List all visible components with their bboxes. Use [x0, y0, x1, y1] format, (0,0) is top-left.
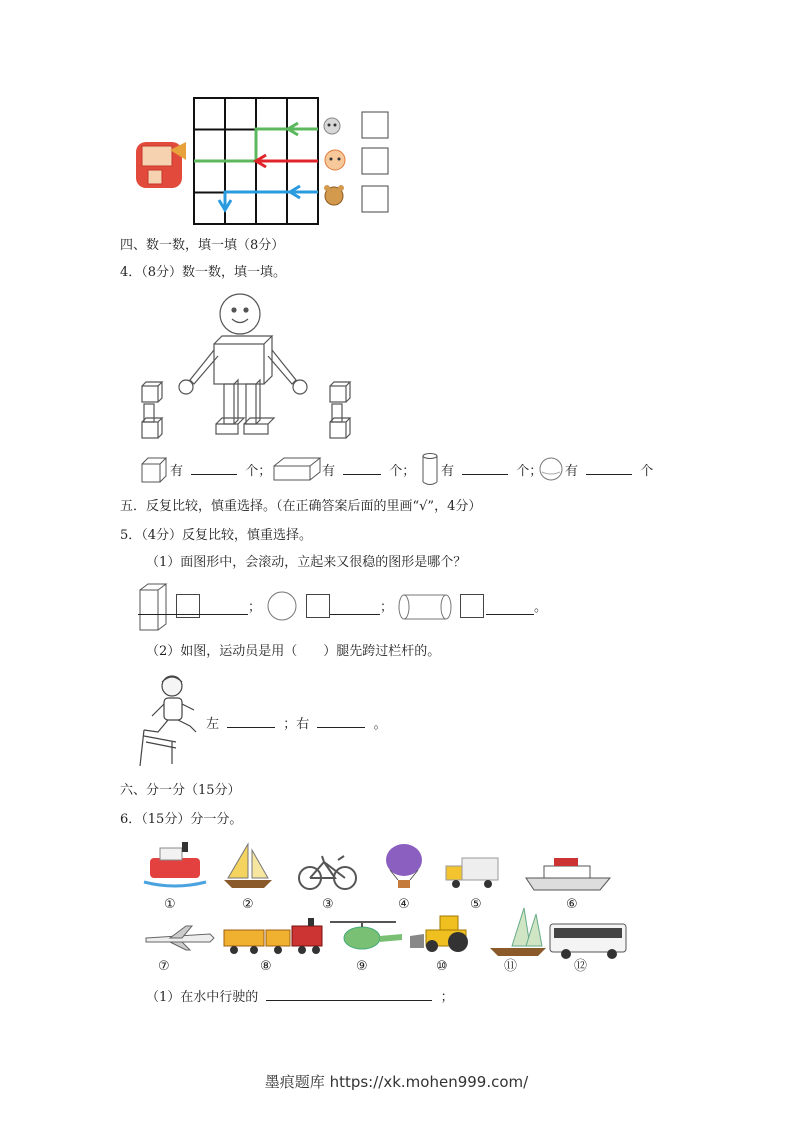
item-number: ③: [322, 897, 334, 912]
item-number: ⑥: [566, 897, 578, 912]
blue-path: [225, 192, 318, 210]
item-number: ⑩: [436, 959, 448, 974]
left-label: 左: [206, 717, 220, 732]
girl-icon: [325, 150, 345, 170]
bear-icon: [324, 185, 344, 205]
item-number: ⑪: [504, 959, 518, 974]
cylinder-icon: [420, 452, 440, 486]
sphere-icon: [538, 456, 564, 482]
count-unit: 个；: [516, 464, 543, 479]
answer-line[interactable]: [330, 614, 380, 615]
robot-figure: [136, 292, 352, 442]
item-number: ⑦: [158, 959, 170, 974]
answer-blank[interactable]: [317, 715, 365, 728]
separator: 。: [534, 600, 548, 615]
option-box[interactable]: [306, 594, 330, 618]
separator: ；: [248, 600, 262, 615]
question-6-1: （1）在水中行驶的: [146, 990, 259, 1005]
question-4: 4．（8分）数一数，填一填。: [120, 265, 287, 280]
house-icon: [136, 142, 186, 188]
footer-watermark[interactable]: 墨痕题库 https://xk.mohen999.com/: [264, 1073, 529, 1091]
answer-box: [362, 148, 388, 174]
right-label: ；右: [283, 717, 310, 732]
answer-blank[interactable]: [266, 988, 432, 1001]
count-label: 有: [565, 464, 579, 479]
question-5: 5．（4分）反复比较，慎重选择。: [120, 528, 313, 543]
cuboid-icon: [272, 456, 322, 484]
cube-icon: [140, 456, 168, 484]
bicycle-icon: [299, 856, 356, 889]
section4-heading: 四、数一数，填一填（8分）: [120, 238, 285, 253]
question-6: 6．（15分）分一分。: [120, 812, 243, 827]
steamboat-icon: [144, 842, 206, 886]
answer-line[interactable]: [486, 614, 534, 615]
item-number: ⑤: [470, 897, 482, 912]
answer-line[interactable]: [138, 614, 248, 615]
answer-blank[interactable]: [586, 462, 632, 475]
airplane-icon: [146, 926, 214, 950]
sailing-junk-icon: [490, 908, 546, 956]
count-label: 有: [170, 464, 184, 479]
option-box[interactable]: [460, 594, 484, 618]
section6-heading: 六、分一分（15分）: [120, 783, 241, 798]
athlete-figure: [136, 670, 206, 770]
bulldozer-icon: [410, 916, 468, 952]
question-5-1: （1）面图形中，会滚动，立起来又很稳的图形是哪个？: [146, 555, 467, 570]
cuboid-option-icon: [138, 582, 168, 632]
hot-air-balloon-icon: [386, 844, 422, 888]
separator: ；: [380, 600, 394, 615]
section5-heading: 五．反复比较，慎重选择。（在正确答案后面的里画“√”，4分）: [120, 499, 482, 514]
count-unit: 个；: [245, 464, 272, 479]
item-number: ⑧: [260, 959, 272, 974]
helicopter-icon: [330, 922, 402, 949]
count-label: 有: [322, 464, 336, 479]
sphere-option-icon: [266, 590, 298, 622]
end-mark: ；: [440, 990, 454, 1005]
ship-icon: [526, 858, 610, 890]
cylinder-option-icon: [396, 592, 454, 622]
maze-figure: [130, 90, 400, 230]
end-mark: 。: [373, 717, 387, 732]
answer-box: [362, 112, 388, 138]
bus-icon: [550, 924, 626, 959]
train-icon: [224, 918, 322, 954]
item-number: ⑨: [356, 959, 368, 974]
answer-blank[interactable]: [227, 715, 275, 728]
item-number: ⑫: [574, 959, 588, 974]
count-unit: 个: [640, 464, 654, 479]
vehicles-figure: [140, 838, 630, 976]
count-unit: 个；: [389, 464, 416, 479]
sailboat-icon: [224, 844, 272, 888]
item-number: ①: [164, 897, 176, 912]
cat-icon: [324, 118, 340, 134]
green-path: [194, 129, 318, 161]
count-label: 有: [441, 464, 455, 479]
item-number: ④: [398, 897, 410, 912]
item-number: ②: [242, 897, 254, 912]
answer-box: [362, 186, 388, 212]
answer-blank[interactable]: [343, 462, 381, 475]
question-5-2: （2）如图，运动员是用（ ）腿先跨过栏杆的。: [146, 644, 441, 659]
answer-blank[interactable]: [191, 462, 237, 475]
answer-blank[interactable]: [462, 462, 508, 475]
truck-icon: [446, 858, 498, 888]
